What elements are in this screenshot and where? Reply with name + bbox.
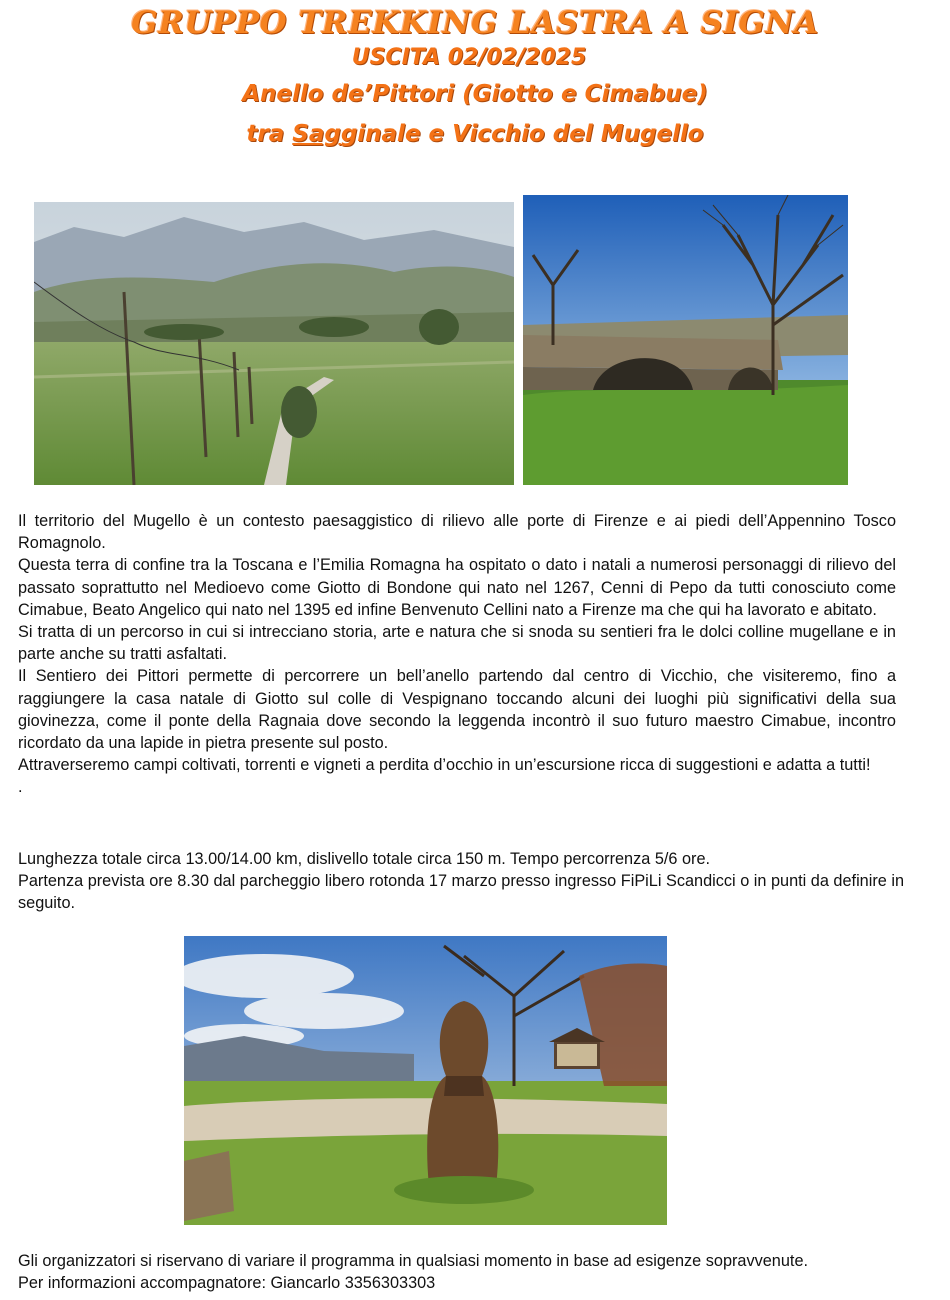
paragraph: . — [18, 778, 23, 797]
group-title: GRUPPO TREKKING LASTRA A SIGNA — [131, 5, 819, 41]
contact-info: Per informazioni accompagnatore: Giancarlo 3356303303 — [18, 1274, 436, 1293]
header — [0, 4, 950, 154]
trip-info — [18, 848, 908, 915]
route-subtitle — [0, 114, 950, 154]
trip-length: Lunghezza totale circa 13.00/14.00 km, dislivello totale circa 150 m. Tempo percorrenza 5/6 ore. — [18, 850, 711, 868]
wooden-statue-icon — [184, 936, 667, 1225]
landscape-photo — [34, 202, 514, 485]
route-subtitle-suffix: ginale e Vicchio del Mugello — [340, 121, 704, 147]
bridge-photo — [523, 195, 848, 485]
paragraph: Il territorio del Mugello è un contesto paesaggistico di rilievo alle porte di Firenze e ai piedi dell’Appennino Tosco Romagnolo. — [18, 512, 896, 553]
footer — [18, 1250, 918, 1294]
description — [18, 510, 896, 799]
paragraph: Il Sentiero dei Pittori permette di percorrere un bell’anello partendo dal centro di Vicchio, che visiteremo, fino a raggiungere la casa natale di Giotto sul colle di Vespignano toccando alcuni dei luoghi più significativi della sua giovinezza, come il ponte della Ragnaia dove secondo la leggenda incontrò il suo futuro maestro Cimabue, incontro ricordato da una lapide in pietra presente sul posto. — [18, 667, 896, 753]
paragraph: Si tratta di un percorso in cui si intrecciano storia, arte e natura che si snoda su sentieri fra le dolci colline mugellane e in parte anche su tratti asfaltati. — [18, 623, 896, 664]
route-subtitle-prefix: tra — [246, 121, 293, 147]
trip-departure: Partenza prevista ore 8.30 dal parcheggio libero rotonda 17 marzo presso ingresso FiPiLi Scandicci o in punti da definire in seguito. — [18, 872, 905, 913]
paragraph: Attraverseremo campi coltivati, torrenti e vigneti a perdita d’occhio in un’escursione ricca di suggestioni e adatta a tutti! — [18, 756, 871, 775]
paragraph: Questa terra di confine tra la Toscana e l’Emilia Romagna ha ospitato o dato i natali a numerosi personaggi di rilievo del passato soprattutto nel Medioevo come Giotto di Bondone qui nato nel 1267, Cenni di Pepo da tutti conosciuto come Cimabue, Beato Angelico qui nato nel 1395 ed infine Benvenuto Cellini nato a Firenze ma che qui ha lavorato e abitato. — [18, 556, 896, 619]
route-subtitle-underlined: Sag — [292, 121, 341, 147]
statue-photo — [184, 936, 667, 1225]
outing-date: USCITA 02/02/2025 — [351, 45, 587, 70]
route-title: Anello de’Pittori (Giotto e Cimabue) — [242, 81, 708, 107]
landscape-with-road-icon — [34, 202, 514, 485]
disclaimer: Gli organizzatori si riservano di variare il programma in qualsiasi momento in base ad esigenze sopravvenute. — [18, 1252, 809, 1270]
stone-bridge-icon — [523, 195, 848, 485]
